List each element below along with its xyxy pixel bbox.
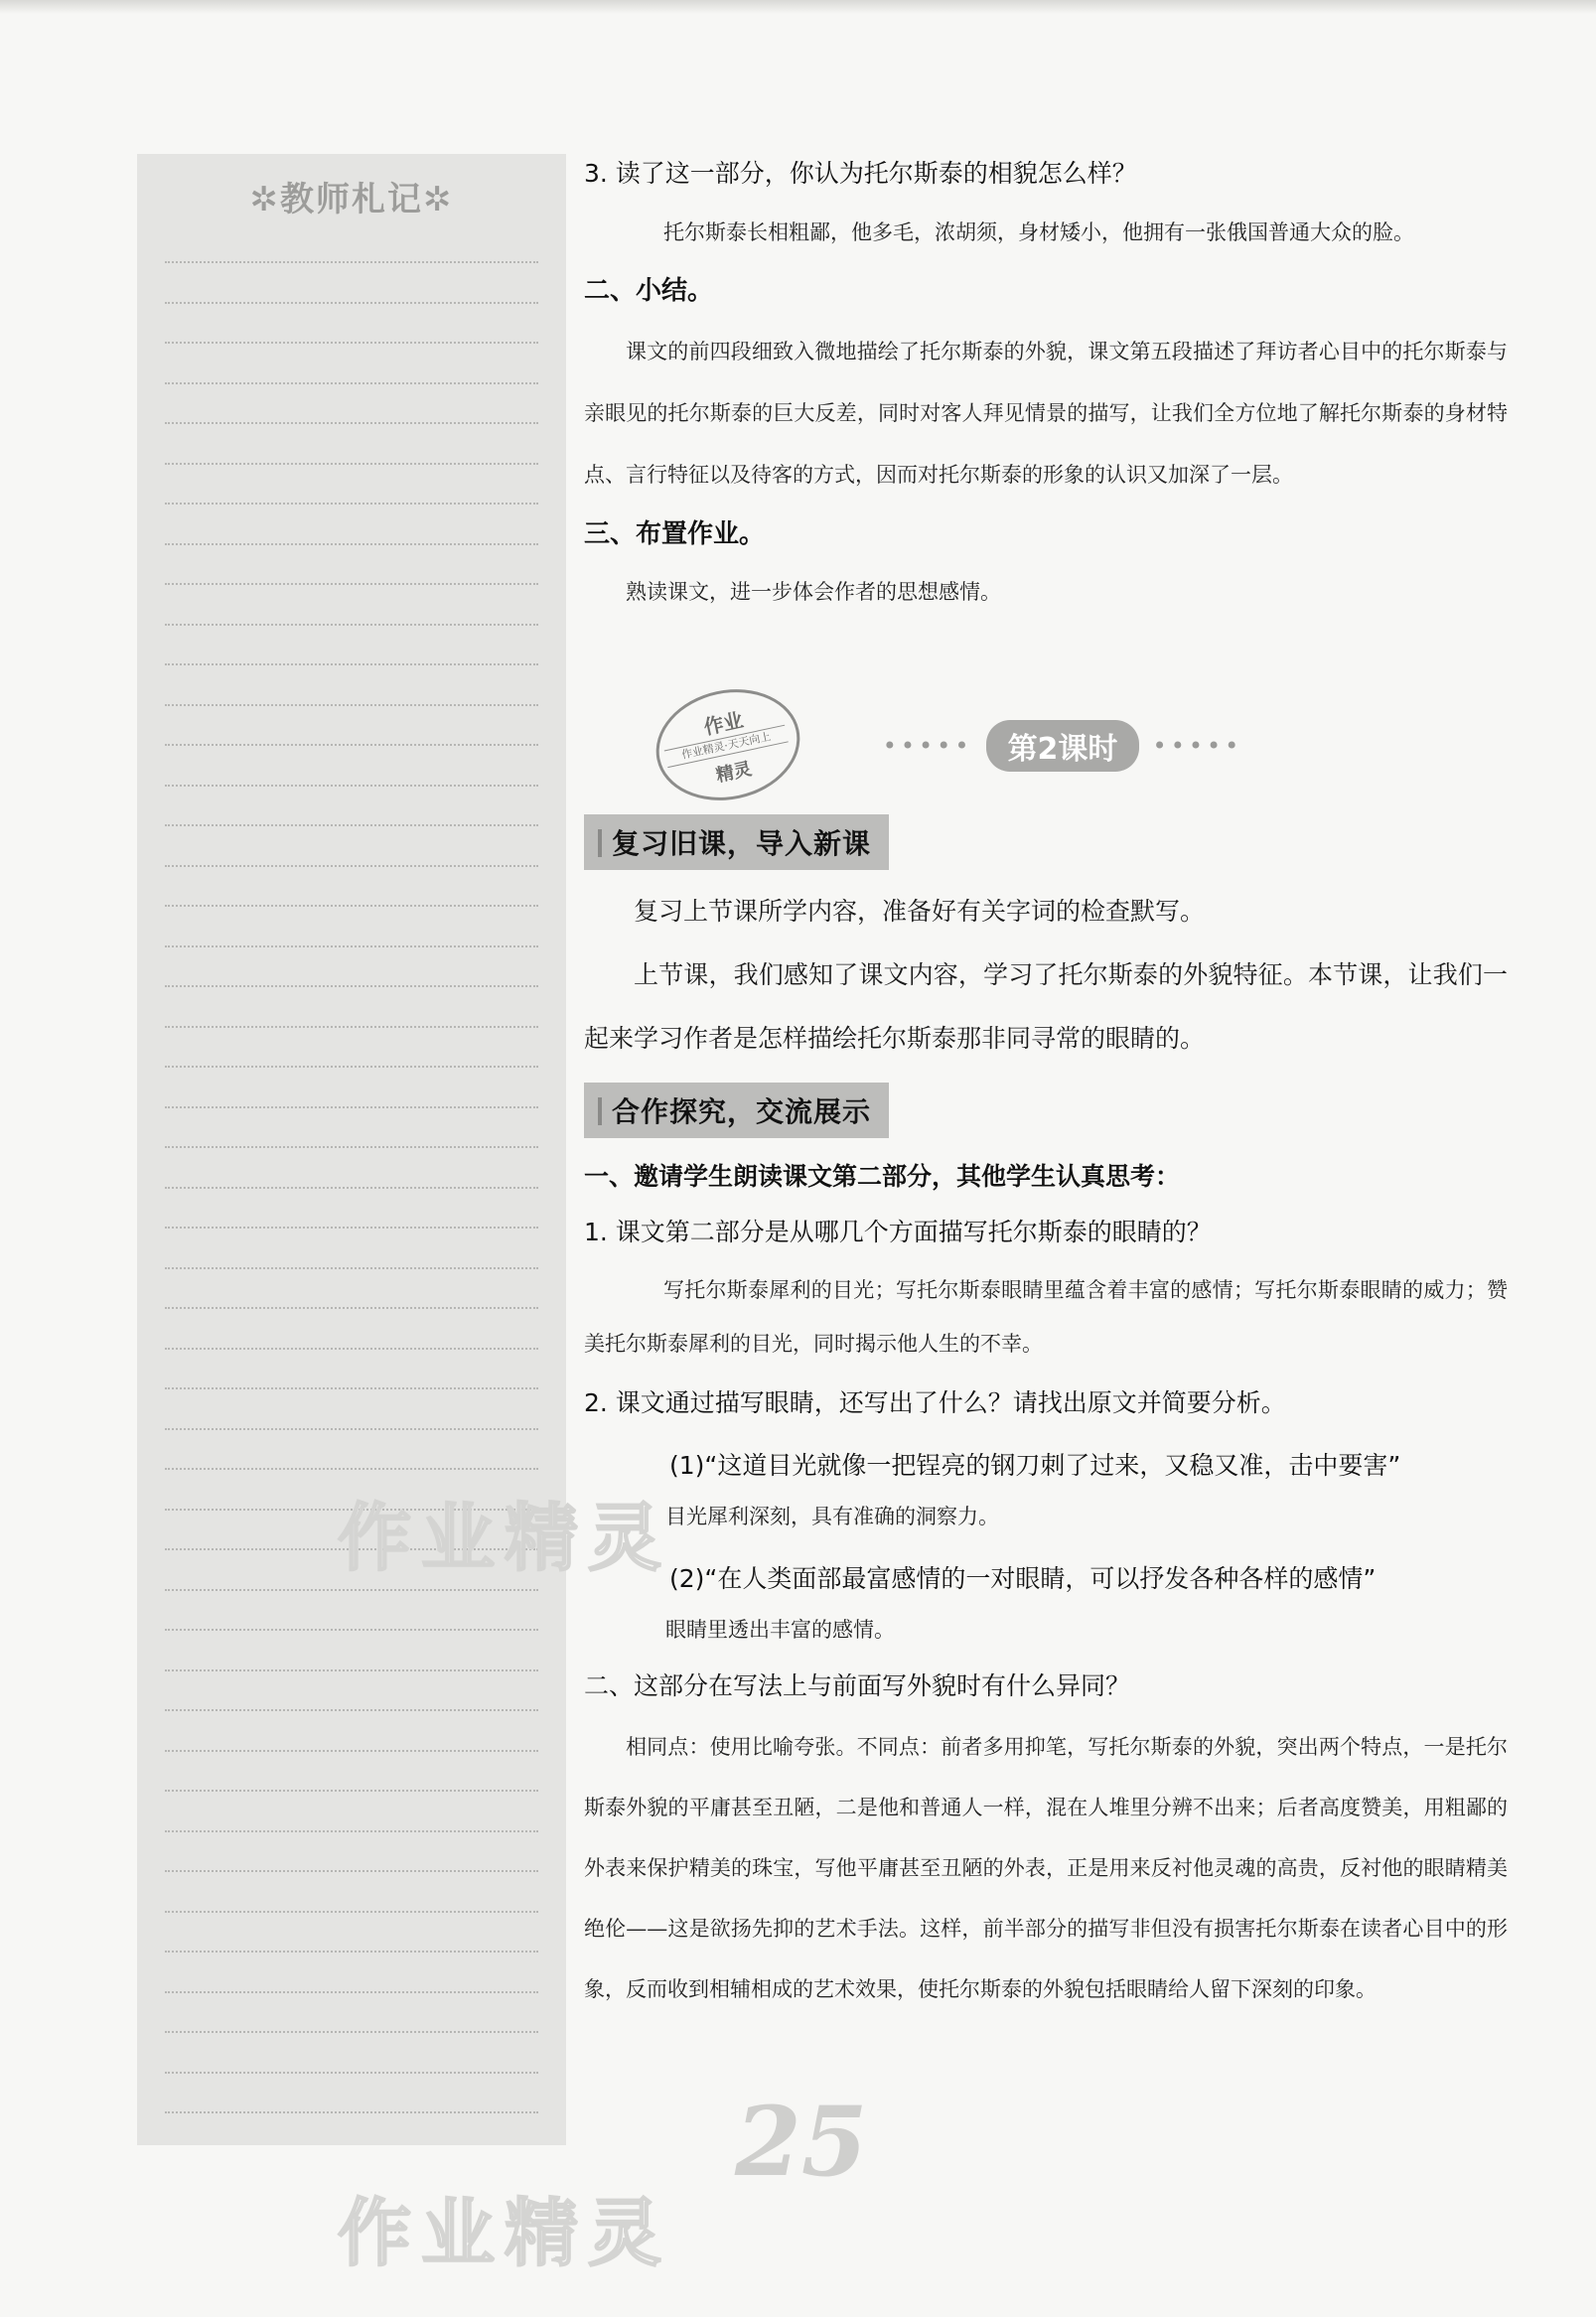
section-explore bbox=[584, 1083, 1508, 2020]
sidebar-note-line bbox=[165, 2111, 538, 2113]
quote-2: (2)“在人类面部最富感情的一对眼睛，可以抒发各种各样的感情” bbox=[669, 1564, 1377, 1593]
explore-answer-2: 相同点：使用比喻夸张。不同点：前者多用抑笔，写托尔斯泰的外貌，突出两个特点，一是托尔斯泰外貌的平庸甚至丑陋，二是他和普通人一样，混在人堆里分辨不出来；后者高度赞美，用粗鄙的外表来保护精美的珠宝，写他平庸甚至丑陋的外表，正是用来反衬他灵魂的高贵，反衬他的眼睛精美绝伦——这是欲扬先抑的艺术手法。这样，前半部分的描写非但没有损害托尔斯泰在读者心目中的形象，反而收到相辅相成的艺术效果，使托尔斯泰的外貌包括眼睛给人留下深刻的印象。 bbox=[584, 1734, 1508, 2001]
sidebar-note-line bbox=[165, 422, 538, 424]
teacher-notes-sidebar bbox=[137, 154, 566, 2145]
sidebar-note-line bbox=[165, 905, 538, 907]
explore-question-2: 2. 课文通过描写眼睛，还写出了什么？请找出原文并简要分析。 bbox=[584, 1387, 1286, 1417]
dots-right: ••••• bbox=[1152, 732, 1243, 760]
lesson-label: 第2课时 bbox=[986, 720, 1140, 772]
explore-heading-1: 一、邀请学生朗读课文第二部分，其他学生认真思考： bbox=[584, 1162, 1181, 1191]
sidebar-note-line bbox=[165, 1991, 538, 1993]
sidebar-note-line bbox=[165, 1026, 538, 1028]
sidebar-note-line bbox=[165, 1750, 538, 1752]
sidebar-note-line bbox=[165, 543, 538, 545]
sidebar-note-line bbox=[165, 1428, 538, 1430]
sidebar-note-line bbox=[165, 503, 538, 505]
summary-text: 课文的前四段细致入微地描绘了托尔斯泰的外貌，课文第五段描述了拜访者心目中的托尔斯泰与亲眼见的托尔斯泰的巨大反差，同时对客人拜见情景的描写，让我们全方位地了解托尔斯泰的身材特点、言行特征以及待客的方式，因而对托尔斯泰的形象的认识又加深了一层。 bbox=[584, 339, 1508, 487]
sidebar-note-line bbox=[165, 382, 538, 384]
explore-heading-2: 二、这部分在写法上与前面写外貌时有什么异同？ bbox=[584, 1670, 1131, 1700]
sidebar-note-line bbox=[165, 1790, 538, 1792]
stamp-line-2: 作业精灵·天天向上 bbox=[664, 725, 789, 768]
page-number: 25 bbox=[735, 2086, 868, 2198]
sidebar-note-line bbox=[165, 1267, 538, 1269]
homework-stamp bbox=[646, 676, 810, 813]
sidebar-note-line bbox=[165, 1106, 538, 1108]
sidebar-note-line bbox=[165, 1870, 538, 1872]
sidebar-note-line bbox=[165, 1951, 538, 1953]
quote-1-note: 目光犀利深刻，具有准确的洞察力。 bbox=[665, 1505, 999, 1528]
sidebar-note-line bbox=[165, 1187, 538, 1189]
sidebar-note-line bbox=[165, 1387, 538, 1389]
heading-summary: 二、小结。 bbox=[584, 275, 714, 306]
scan-top-edge bbox=[0, 0, 1596, 14]
sidebar-note-line bbox=[165, 1307, 538, 1309]
lesson-badge bbox=[874, 720, 1251, 772]
quote-1: (1)“这道目光就像一把锃亮的钢刀刺了过来，又稳又准，击中要害” bbox=[669, 1451, 1401, 1481]
sidebar-note-line bbox=[165, 985, 538, 987]
sidebar-note-line bbox=[165, 1146, 538, 1148]
sidebar-note-line bbox=[165, 1830, 538, 1832]
watermark-lower: 作业精灵 bbox=[338, 2191, 671, 2276]
sidebar-note-line bbox=[165, 261, 538, 263]
sidebar-note-line bbox=[165, 1669, 538, 1671]
sidebar-note-line bbox=[165, 1629, 538, 1631]
dots-left: ••••• bbox=[882, 732, 973, 760]
sidebar-note-line bbox=[165, 583, 538, 585]
sidebar-note-line bbox=[165, 865, 538, 867]
sidebar-note-line bbox=[165, 1589, 538, 1591]
sidebar-note-line bbox=[165, 1709, 538, 1711]
section-review-title: 复习旧课，导入新课 bbox=[584, 814, 889, 870]
sidebar-note-line bbox=[165, 824, 538, 826]
quote-2-note: 眼睛里透出丰富的感情。 bbox=[665, 1617, 895, 1642]
review-para-2: 上节课，我们感知了课文内容，学习了托尔斯泰的外貌特征。本节课，让我们一起来学习作者是怎样描绘托尔斯泰那非同寻常的眼睛的。 bbox=[584, 960, 1508, 1053]
sidebar-note-line bbox=[165, 704, 538, 706]
sidebar-note-line bbox=[165, 1348, 538, 1350]
sidebar-note-line bbox=[165, 302, 538, 304]
sidebar-note-line bbox=[165, 624, 538, 626]
sidebar-note-line bbox=[165, 2031, 538, 2033]
sidebar-note-line bbox=[165, 1468, 538, 1470]
sidebar-note-line bbox=[165, 744, 538, 746]
answer-3: 托尔斯泰长相粗鄙，他多毛，浓胡须，身材矮小，他拥有一张俄国普通大众的脸。 bbox=[663, 219, 1414, 244]
upper-content bbox=[584, 157, 1508, 622]
sidebar-note-line bbox=[165, 342, 538, 344]
sidebar-note-line bbox=[165, 2072, 538, 2074]
sidebar-note-line bbox=[165, 663, 538, 665]
sidebar-note-line bbox=[165, 785, 538, 787]
sidebar-note-line bbox=[165, 463, 538, 465]
explore-question-1: 1. 课文第二部分是从哪几个方面描写托尔斯泰的眼睛的？ bbox=[584, 1217, 1212, 1246]
sidebar-note-line bbox=[165, 945, 538, 947]
question-3: 3. 读了这一部分，你认为托尔斯泰的相貌怎么样？ bbox=[584, 159, 1137, 188]
section-explore-title: 合作探究，交流展示 bbox=[584, 1083, 889, 1138]
section-review bbox=[584, 814, 1508, 1071]
sidebar-note-line bbox=[165, 1227, 538, 1229]
sidebar-note-line bbox=[165, 1066, 538, 1068]
watermark-upper: 作业精灵 bbox=[338, 1496, 671, 1581]
sidebar-title: ✲教师札记✲ bbox=[249, 180, 454, 219]
heading-homework: 三、布置作业。 bbox=[584, 518, 766, 549]
explore-answer-1: 写托尔斯泰犀利的目光；写托尔斯泰眼睛里蕴含着丰富的感情；写托尔斯泰眼睛的威力；赞美托尔斯泰犀利的目光，同时揭示他人生的不幸。 bbox=[584, 1277, 1508, 1356]
homework-text: 熟读课文，进一步体会作者的思想感情。 bbox=[626, 579, 1001, 604]
stamp-line-1: 作业 bbox=[701, 707, 746, 740]
stamp-line-3: 精灵 bbox=[714, 758, 754, 787]
review-para-1: 复习上节课所学内容，准备好有关字词的检查默写。 bbox=[634, 897, 1206, 926]
sidebar-note-line bbox=[165, 1911, 538, 1913]
